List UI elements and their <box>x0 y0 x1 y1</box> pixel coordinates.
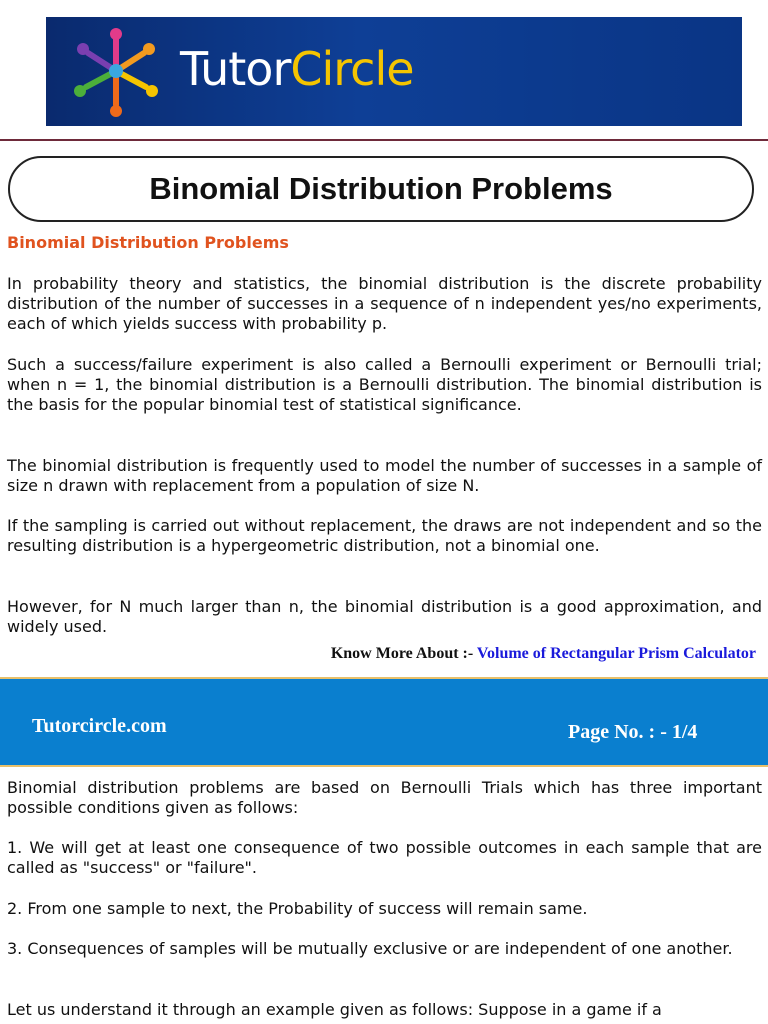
know-more-label: Know More About :- <box>330 645 474 662</box>
page-footer <box>0 677 768 767</box>
header-divider <box>0 139 768 141</box>
logo-word-circle: Circle <box>290 42 414 96</box>
know-more-line <box>0 645 756 663</box>
title-box <box>8 156 754 222</box>
footer-site[interactable]: Tutorcircle.com <box>32 715 167 737</box>
paragraph-10: Let us understand it through an example given as follows: Suppose in a game if a <box>7 1000 662 1019</box>
logo-wordmark <box>180 41 414 97</box>
paragraph-8: 2. From one sample to next, the Probability of success will remain same. <box>7 899 588 918</box>
paragraph-6: Binomial distribution problems are based on Bernoulli Trials which has three important possible conditions given as follows: <box>7 778 762 817</box>
section-heading: Binomial Distribution Problems <box>7 233 289 252</box>
know-more-link[interactable]: Volume of Rectangular Prism Calculator <box>476 645 756 662</box>
paragraph-2: Such a success/failure experiment is also called a Bernoulli experiment or Bernoulli trial; when n = 1, the binomial distribution is a Bernoulli distribution. The binomial distribution is the basis for the popular binomial test of statistical significance. <box>7 355 762 414</box>
paragraph-3: The binomial distribution is frequently used to model the number of successes in a sample of size n drawn with replacement from a population of size N. <box>7 456 762 495</box>
paragraph-1: In probability theory and statistics, the binomial distribution is the discrete probability distribution of the number of successes in a sequence of n independent yes/no experiments, each of which yields success with probability p. <box>7 274 762 333</box>
logo-word-tutor: Tutor <box>180 42 291 96</box>
paragraph-7: 1. We will get at least one consequence of two possible outcomes in each sample that are called as "success" or "failure". <box>7 838 762 877</box>
paragraph-5: However, for N much larger than n, the binomial distribution is a good approximation, and widely used. <box>7 597 762 636</box>
header-banner <box>46 17 742 126</box>
paragraph-9: 3. Consequences of samples will be mutually exclusive or are independent of one another. <box>7 939 733 958</box>
page-title: Binomial Distribution Problems <box>149 171 613 206</box>
tutorcircle-logo-icon <box>68 25 164 117</box>
footer-page-number: Page No. : - 1/4 <box>568 721 698 743</box>
paragraph-4: If the sampling is carried out without replacement, the draws are not independent and so the resulting distribution is a hypergeometric distribution, not a binomial one. <box>7 516 762 555</box>
